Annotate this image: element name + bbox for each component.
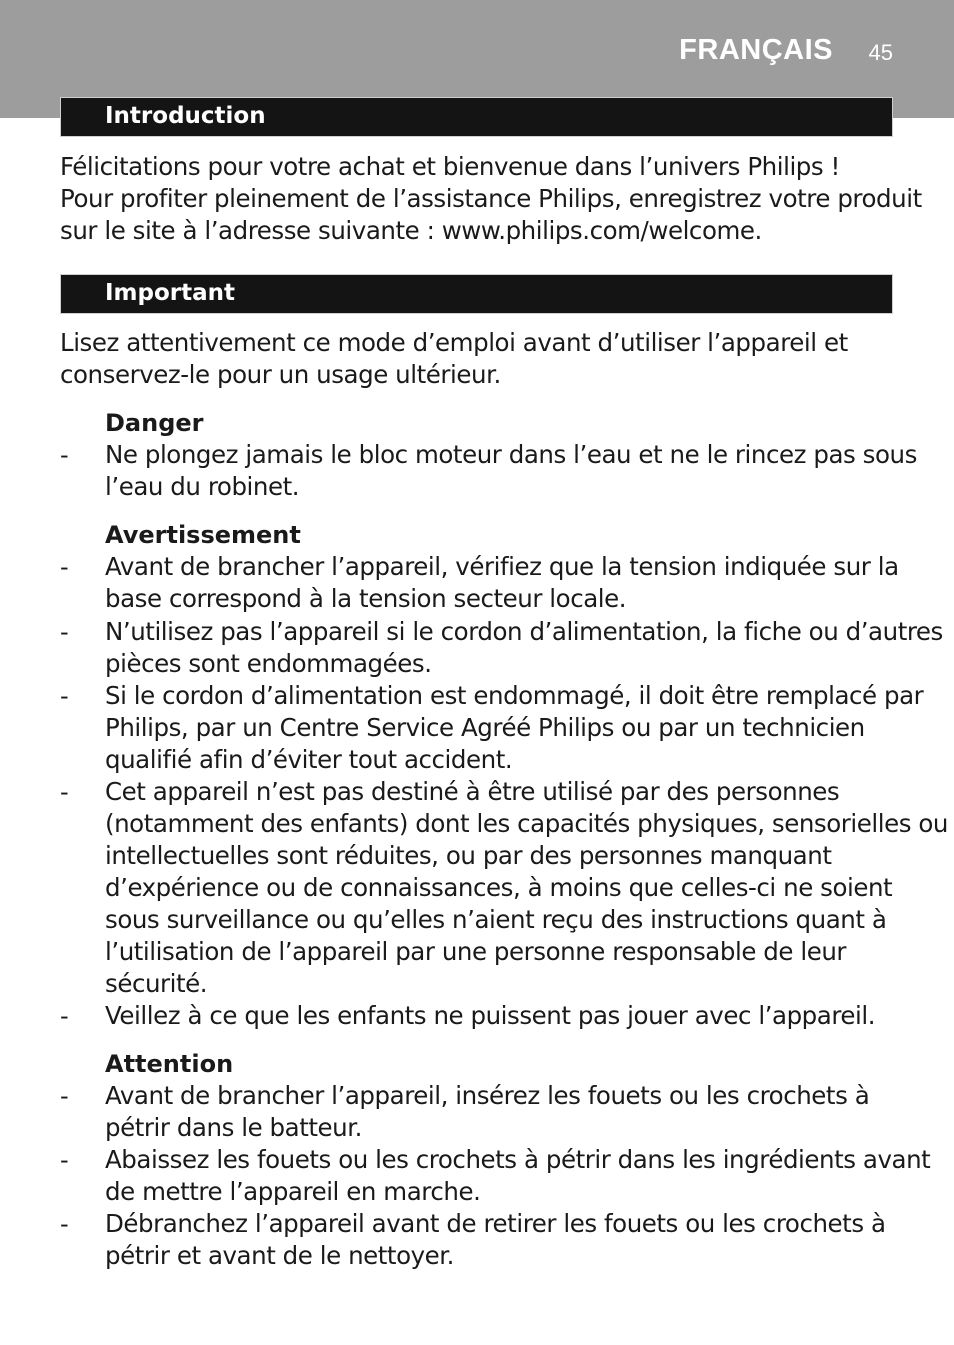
text-line: sécurité. bbox=[105, 969, 208, 998]
text-line: l’eau du robinet. bbox=[105, 472, 300, 501]
text-line: Cet appareil n’est pas destiné à être utilisé par des personnes bbox=[105, 777, 840, 806]
text-line: sous surveillance ou qu’elles n’aient reçu des instructions quant à bbox=[105, 905, 887, 934]
text-line: de mettre l’appareil en marche. bbox=[105, 1177, 481, 1206]
subheading-danger: Danger bbox=[105, 409, 204, 437]
bullet-dash: - bbox=[60, 682, 69, 710]
text-line: d’expérience ou de connaissances, à moins que celles-ci ne soient bbox=[105, 873, 893, 902]
section-bar-introduction bbox=[60, 97, 893, 137]
bullet-dash: - bbox=[60, 553, 69, 581]
text-line: (notamment des enfants) dont les capacités physiques, sensorielles ou bbox=[105, 809, 948, 838]
list-item-text bbox=[105, 1080, 869, 1144]
language-heading: FRANÇAIS bbox=[679, 34, 833, 66]
text-line: Pour profiter pleinement de l’assistance Philips, enregistrez votre produit bbox=[60, 184, 922, 213]
text-line: Avant de brancher l’appareil, vérifiez que la tension indiquée sur la bbox=[105, 552, 899, 581]
text-line: Félicitations pour votre achat et bienvenue dans l’univers Philips ! bbox=[60, 152, 840, 181]
text-line: Débranchez l’appareil avant de retirer les fouets ou les crochets à bbox=[105, 1209, 886, 1238]
bullet-dash: - bbox=[60, 1082, 69, 1110]
text-line: intellectuelles sont réduites, ou par des personnes manquant bbox=[105, 841, 832, 870]
text-line: N’utilisez pas l’appareil si le cordon d’alimentation, la fiche ou d’autres bbox=[105, 617, 943, 646]
text-line: Abaissez les fouets ou les crochets à pétrir dans les ingrédients avant bbox=[105, 1145, 931, 1174]
list-item-text bbox=[105, 616, 943, 680]
list-item-text bbox=[105, 1144, 930, 1208]
section-title-important: Important bbox=[105, 280, 236, 306]
text-line: pétrir et avant de le nettoyer. bbox=[105, 1241, 455, 1270]
text-line: base correspond à la tension secteur locale. bbox=[105, 584, 627, 613]
text-line: l’utilisation de l’appareil par une personne responsable de leur bbox=[105, 937, 847, 966]
text-line: qualifié afin d’éviter tout accident. bbox=[105, 745, 513, 774]
page-number: 45 bbox=[868, 40, 893, 65]
bullet-dash: - bbox=[60, 1002, 69, 1030]
list-item-text bbox=[105, 439, 917, 503]
text-line: conservez-le pour un usage ultérieur. bbox=[60, 360, 501, 389]
subheading-avertissement: Avertissement bbox=[105, 521, 301, 549]
text-line: Lisez attentivement ce mode d’emploi avant d’utiliser l’appareil et bbox=[60, 328, 848, 357]
section-title-introduction: Introduction bbox=[105, 103, 266, 129]
list-item-text bbox=[105, 680, 923, 776]
text-line: Veillez à ce que les enfants ne puissent pas jouer avec l’appareil. bbox=[105, 1001, 876, 1030]
list-item-text bbox=[105, 776, 948, 1000]
text-line: Philips, par un Centre Service Agréé Philips ou par un technicien bbox=[105, 713, 865, 742]
bullet-dash: - bbox=[60, 618, 69, 646]
text-line: pétrir dans le batteur. bbox=[105, 1113, 362, 1142]
important-paragraph bbox=[60, 327, 900, 391]
text-line: Si le cordon d’alimentation est endommagé, il doit être remplacé par bbox=[105, 681, 924, 710]
list-item-text bbox=[105, 1000, 875, 1032]
text-line: sur le site à l’adresse suivante : www.philips.com/welcome. bbox=[60, 216, 762, 245]
text-line: Ne plongez jamais le bloc moteur dans l’eau et ne le rincez pas sous bbox=[105, 440, 917, 469]
bullet-dash: - bbox=[60, 1146, 69, 1174]
list-item-text bbox=[105, 1208, 886, 1272]
list-item-text bbox=[105, 551, 899, 615]
text-line: Avant de brancher l’appareil, insérez les fouets ou les crochets à bbox=[105, 1081, 870, 1110]
section-bar-important bbox=[60, 274, 893, 314]
subheading-attention: Attention bbox=[105, 1050, 234, 1078]
bullet-dash: - bbox=[60, 778, 69, 806]
introduction-paragraph bbox=[60, 151, 922, 247]
bullet-dash: - bbox=[60, 441, 69, 469]
text-line: pièces sont endommagées. bbox=[105, 649, 432, 678]
bullet-dash: - bbox=[60, 1210, 69, 1238]
